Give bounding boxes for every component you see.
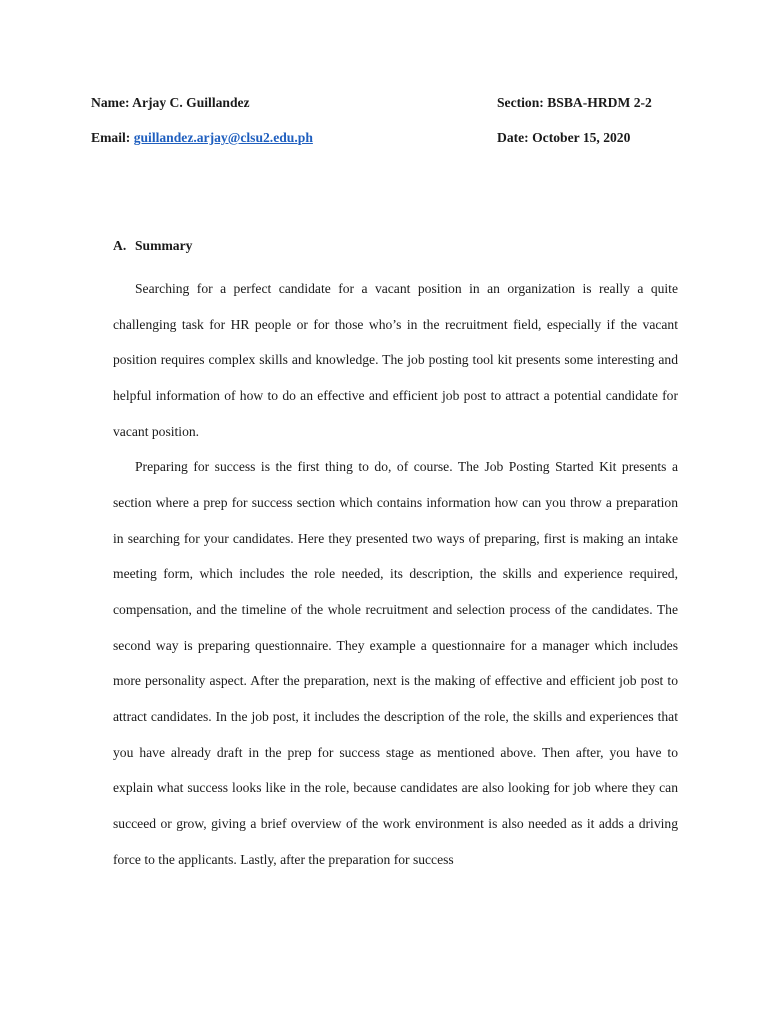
date-field (497, 129, 630, 147)
paragraph: Searching for a perfect candidate for a vacant position in an organization is really a quite challenging task for HR people or for those who’s in the recruitment field, especially if the vacant position requires complex skills and knowledge. The job posting tool kit presents some interesting and helpful information of how to do an effective and efficient job post to attract a potential candidate for vacant position. (113, 281, 678, 439)
date-value: October 15, 2020 (532, 130, 631, 145)
section-marker: A. (113, 238, 127, 253)
summary-body (113, 271, 678, 877)
section-field (497, 94, 652, 112)
student-name: Arjay C. Guillandez (132, 95, 250, 110)
name-label: Name: (91, 95, 130, 110)
email-link[interactable]: guillandez.arjay@clsu2.edu.ph (133, 130, 313, 145)
section-value: BSBA-HRDM 2-2 (547, 95, 652, 110)
section-heading (113, 237, 192, 255)
email-label: Email: (91, 130, 131, 145)
header-row-email-date (91, 129, 691, 147)
section-label: Section: (497, 95, 544, 110)
date-label: Date: (497, 130, 529, 145)
header-row-name-section (91, 94, 691, 112)
section-title: Summary (135, 238, 193, 253)
paragraph: Preparing for success is the first thing to do, of course. The Job Posting Started Kit presents a section where a prep for success section which contains information how can you throw a preparation in searching for your candidates. Here they presented two ways of preparing, first is making an intake meeting form, which includes the role needed, its description, the skills and experience required, compensation, and the timeline of the whole recruitment and selection process of the candidates. The second way is preparing questionnaire. They example a questionnaire for a manager which includes more personality aspect. After the preparation, next is the making of effective and efficient job post to attract candidates. In the job post, it includes the description of the role, the skills and experiences that you have already draft in the prep for success stage as mentioned above. Then after, you have to explain what success looks like in the role, because candidates are also looking for job where they can succeed or grow, giving a brief overview of the work environment is also needed as it adds a driving force to the applicants. Lastly, after the preparation for success (113, 459, 678, 867)
